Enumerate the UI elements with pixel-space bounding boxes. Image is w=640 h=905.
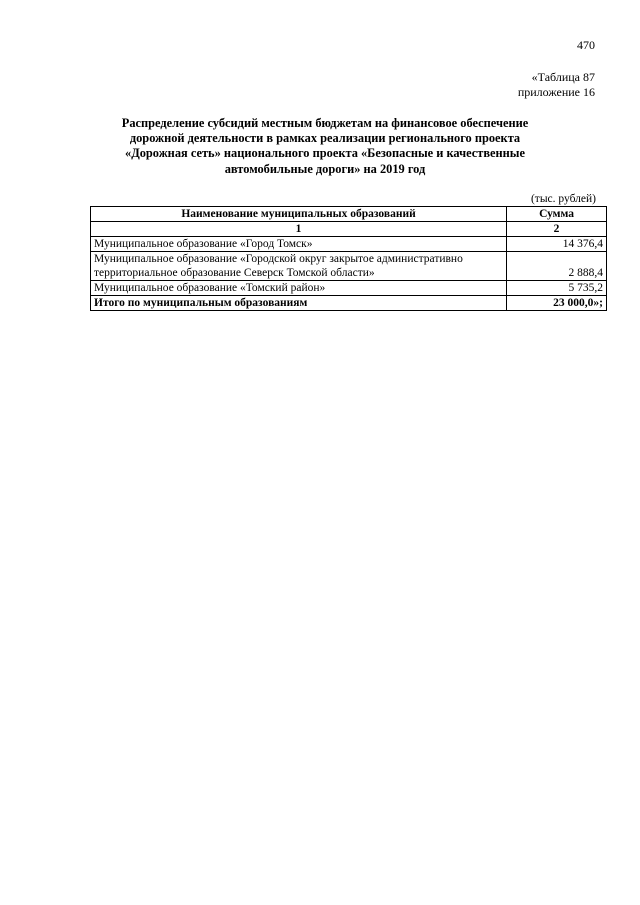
- amount-value: 14 376,4: [507, 237, 607, 252]
- column-number-row: [91, 222, 607, 237]
- column-number-2: 2: [507, 222, 607, 237]
- table-reference-line-2: приложение 16: [517, 85, 595, 99]
- total-row: [91, 296, 607, 311]
- table-row: [91, 237, 607, 252]
- title-line-2: дорожной деятельности в рамках реализации регионального проекта: [129, 131, 521, 146]
- municipality-name: Муниципальное образование «Город Томск»: [91, 237, 507, 252]
- header-municipality: Наименование муниципальных образований: [91, 207, 507, 222]
- title-line-1: Распределение субсидий местным бюджетам на финансовое обеспечение: [121, 116, 529, 130]
- municipality-name: Муниципальное образование «Городской округ закрытое административно территориальное образование Северск Томской области»: [91, 252, 507, 281]
- subsidy-table: [90, 206, 607, 311]
- title-line-4: автомобильные дороги» на 2019 год: [224, 161, 426, 176]
- municipality-name: Муниципальное образование «Томский район»: [91, 281, 507, 296]
- header-amount: Сумма: [507, 207, 607, 222]
- table-reference-line-1: «Таблица 87: [531, 70, 595, 84]
- table-reference: [395, 70, 595, 100]
- page-number: 470: [577, 38, 595, 52]
- document-title: [90, 116, 560, 177]
- units-label: (тыс. рублей): [530, 193, 596, 205]
- column-number-1: 1: [91, 222, 507, 237]
- total-label: Итого по муниципальным образованиям: [91, 296, 507, 311]
- header-row: [91, 207, 607, 222]
- total-amount: 23 000,0»;: [507, 296, 607, 311]
- table-row: [91, 252, 607, 281]
- amount-value: 2 888,4: [507, 252, 607, 281]
- amount-value: 5 735,2: [507, 281, 607, 296]
- title-line-3: «Дорожная сеть» национального проекта «Безопасные и качественные: [125, 146, 525, 161]
- table-row: [91, 281, 607, 296]
